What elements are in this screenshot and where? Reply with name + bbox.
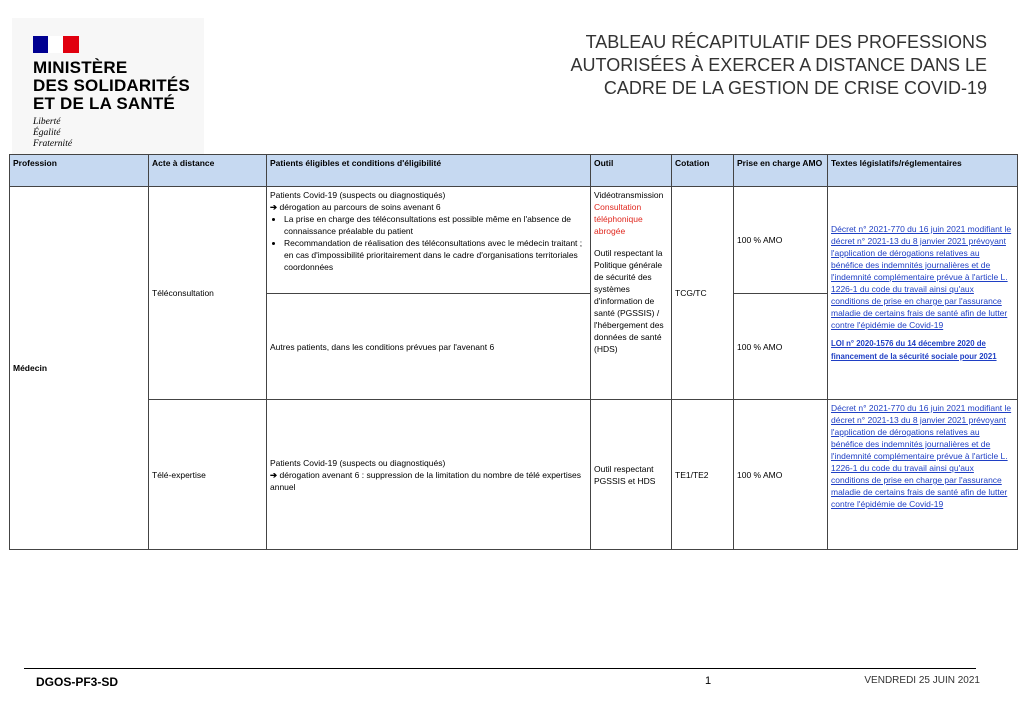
cotation-cell: TE1/TE2 — [672, 400, 734, 550]
header-acte: Acte à distance — [149, 155, 267, 187]
header-patients: Patients éligibles et conditions d'éligibilité — [267, 155, 591, 187]
motto-line: Liberté — [33, 117, 61, 127]
title-line: CADRE DE LA GESTION DE CRISE COVID-19 — [603, 78, 987, 98]
title-line: TABLEAU RÉCAPITULATIF DES PROFESSIONS — [585, 32, 987, 52]
professions-table — [9, 154, 1018, 550]
textes-cell — [828, 187, 1018, 400]
header-profession: Profession — [10, 155, 149, 187]
arrow-right-icon: ➔ — [270, 202, 278, 212]
conditions-list — [270, 213, 587, 273]
outil-cell: Vidéotransmission Consultation téléphonique abrogée Outil respectant la Politique générale de sécurité des systèmes d'information de santé (PGSSIS) / l'hébergement des données de santé (HDS) — [591, 187, 672, 400]
patients-cell: Autres patients, dans les conditions prévues par l'avenant 6 — [267, 294, 591, 400]
footer-date: VENDREDI 25 JUIN 2021 — [864, 675, 980, 686]
marianne-flag-icon — [33, 36, 79, 53]
motto-line: Égalité — [33, 128, 61, 138]
prise-en-charge-cell: 100 % AMO — [734, 400, 828, 550]
ministry-line: ET DE LA SANTÉ — [33, 94, 175, 113]
ministry-line: DES SOLIDARITÉS — [33, 76, 190, 95]
arrow-right-icon: ➔ — [270, 469, 278, 480]
table-row — [10, 400, 1018, 550]
list-item: • La prise en charge des téléconsultations est possible même en l'absence de connaissance préalable du patient — [284, 213, 587, 237]
footer-code: DGOS-PF3-SD — [36, 675, 119, 689]
document-title — [517, 31, 987, 100]
prise-en-charge-cell: 100 % AMO — [734, 294, 828, 400]
cotation-cell: TCG/TC — [672, 187, 734, 400]
profession-cell: Médecin — [10, 187, 149, 550]
header-prise-en-charge: Prise en charge AMO — [734, 155, 828, 187]
table-row — [10, 187, 1018, 294]
motto — [33, 117, 72, 150]
page-number: 1 — [705, 675, 712, 687]
prise-en-charge-cell: 100 % AMO — [734, 187, 828, 294]
header-textes: Textes législatifs/réglementaires — [828, 155, 1018, 187]
patients-cell: Patients Covid-19 (suspects ou diagnostiqués) ➔ dérogation avenant 6 : suppression de la limitation du nombre de télé expertises annuel — [267, 400, 591, 550]
outil-cell: Outil respectant PGSSIS et HDS — [591, 400, 672, 550]
ministry-line: MINISTÈRE — [33, 58, 128, 77]
title-line: AUTORISÉES À EXERCER A DISTANCE DANS LE — [570, 55, 987, 75]
loi-link[interactable]: LOI n° 2020-1576 du 14 décembre 2020 de financement de la sécurité sociale pour 2021 — [831, 339, 997, 361]
header-cotation: Cotation — [672, 155, 734, 187]
ministry-name — [33, 59, 190, 113]
header-outil: Outil — [591, 155, 672, 187]
footer-divider — [24, 668, 976, 669]
decret-link[interactable]: Décret n° 2021-770 du 16 juin 2021 modifiant le décret n° 2021-13 du 8 janvier 2021 prévoyant l'application de dérogations relatives au bénéfice des indemnités journalières et de l'indemnité complémentaire prévue à l'article L. 1226-1 du code du travail ainsi qu'aux conditions de prise en charge par l'assurance maladie de certains frais de santé afin de lutter contre l'épidémie de Covid-19 — [831, 403, 1012, 509]
motto-line: Fraternité — [33, 139, 73, 149]
table-header-row — [10, 155, 1018, 187]
acte-cell: Télé-expertise — [149, 400, 267, 550]
acte-cell: Téléconsultation — [149, 187, 267, 400]
patients-cell: Patients Covid-19 (suspects ou diagnostiqués) ➔ dérogation au parcours de soins avenant 6 • La prise en charge des téléconsultations est possible même en l'absence de connaissance préalable du patient • Recommandation de réalisation des téléconsultations avec le médecin traitant ; en cas d'impossibilité prioritairement dans le cadre d'organisations territoriales coordonnées — [267, 187, 591, 294]
decret-link[interactable]: Décret n° 2021-770 du 16 juin 2021 modifiant le décret n° 2021-13 du 8 janvier 2021 prévoyant l'application de dérogations relatives au bénéfice des indemnités journalières et de l'indemnité complémentaire prévue à l'article L. 1226-1 du code du travail ainsi qu'aux conditions de prise en charge par l'assurance maladie de certains frais de santé afin de lutter contre l'épidémie de Covid-19 — [831, 224, 1012, 330]
list-item: • Recommandation de réalisation des téléconsultations avec le médecin traitant ; en cas d'impossibilité prioritairement dans le cadre d'organisations territoriales coordonnées — [284, 237, 587, 273]
textes-cell — [828, 400, 1018, 550]
